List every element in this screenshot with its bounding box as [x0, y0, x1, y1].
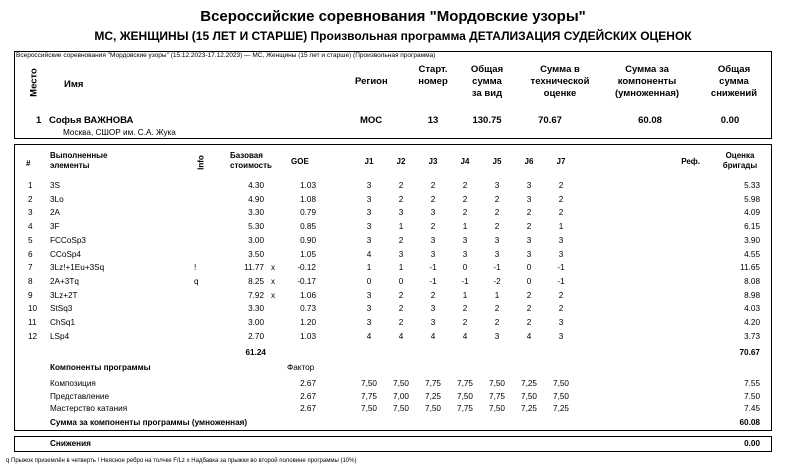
component-judge-score: 7,50	[489, 404, 505, 413]
element-judge-score: 3	[558, 318, 564, 327]
tes-total: 70.67	[739, 348, 760, 357]
skater-region: МОС	[360, 115, 383, 126]
element-judge-score: 3	[398, 208, 404, 217]
pcs-header-1: Сумма за	[625, 64, 669, 75]
element-judge-score: 3	[430, 318, 436, 327]
name-header: Имя	[64, 79, 84, 90]
judge-header-6: J6	[524, 157, 534, 166]
element-judge-score: 1	[494, 291, 500, 300]
skater-tes: 70.67	[538, 115, 562, 126]
element-panel-score: 3.90	[744, 236, 760, 245]
element-judge-score: 3	[494, 332, 500, 341]
component-judge-score: 7,50	[393, 379, 409, 388]
element-goe: 1.06	[300, 291, 316, 300]
element-judge-score: 3	[366, 222, 372, 231]
element-judge-score: 0	[398, 277, 404, 286]
element-judge-score: 2	[526, 318, 532, 327]
component-judge-score: 7,50	[425, 404, 441, 413]
element-judge-score: 3	[494, 181, 500, 190]
component-judge-score: 7,25	[425, 392, 441, 401]
judge-header-7: J7	[556, 157, 566, 166]
element-base: 3.50	[248, 250, 264, 259]
element-judge-score: 3	[430, 250, 436, 259]
judge-header-4: J4	[460, 157, 470, 166]
element-judge-score: 1	[366, 263, 372, 272]
element-judge-score: 2	[462, 304, 468, 313]
element-judge-score: 3	[462, 236, 468, 245]
element-panel-score: 4.03	[744, 304, 760, 313]
element-base: 4.30	[248, 181, 264, 190]
element-judge-score: 0	[462, 263, 468, 272]
factor-header: Фактор	[287, 363, 315, 372]
total-header-3: за вид	[471, 88, 503, 99]
element-judge-score: 3	[494, 236, 500, 245]
element-code: FCCoSp3	[50, 236, 86, 245]
element-judge-score: 1	[398, 222, 404, 231]
component-judge-score: 7,50	[457, 392, 473, 401]
component-judge-score: 7,25	[521, 404, 537, 413]
element-base: 2.70	[248, 332, 264, 341]
element-judge-score: 3	[430, 304, 436, 313]
element-judge-score: 2	[558, 291, 564, 300]
elements-header-2: элементы	[50, 161, 90, 170]
element-judge-score: 2	[430, 195, 436, 204]
element-code: 3F	[50, 222, 60, 231]
component-score: 7.45	[744, 404, 760, 413]
element-judge-score: 1	[462, 222, 468, 231]
base-header-2: стоимость	[230, 161, 272, 170]
element-judge-score: 1	[398, 263, 404, 272]
element-judge-score: -1	[429, 263, 437, 272]
place-header: Место	[28, 68, 40, 97]
element-judge-score: 2	[398, 181, 404, 190]
component-judge-score: 7,25	[521, 379, 537, 388]
footnote-legend: q Прыжок приземлён в четверть ! Неясное ребро на толчке F/Lz x Надбавка за прыжки во второй половине программы (10%)	[6, 458, 357, 464]
element-base: 11.77	[244, 263, 264, 272]
skater-club: Москва, СШОР им. С.А. Жука	[63, 128, 176, 137]
element-goe: 0.79	[300, 208, 316, 217]
ref-header: Реф.	[681, 157, 700, 166]
info-header: Info	[196, 155, 206, 170]
total-header-2: сумма	[472, 76, 502, 87]
element-panel-score: 5.33	[744, 181, 760, 190]
tes-header-3: оценке	[543, 88, 577, 99]
skater-pcs: 60.08	[638, 115, 662, 126]
element-judge-score: 2	[526, 304, 532, 313]
element-judge-score: 3	[366, 181, 372, 190]
element-goe: 0.73	[300, 304, 316, 313]
base-total: 61.24	[245, 348, 266, 357]
base-header-1: Базовая	[230, 151, 263, 160]
component-factor: 2.67	[300, 404, 316, 413]
element-judge-score: -1	[557, 263, 565, 272]
element-base: 3.30	[248, 304, 264, 313]
element-judge-score: 0	[526, 263, 532, 272]
goe-header: GOE	[291, 157, 309, 166]
element-panel-score: 6.15	[744, 222, 760, 231]
deductions-label: Снижения	[50, 439, 91, 448]
element-judge-score: 0	[366, 277, 372, 286]
element-judge-score: 2	[398, 195, 404, 204]
element-judge-score: -1	[429, 277, 437, 286]
element-panel-score: 4.55	[744, 250, 760, 259]
start-header-2: номер	[418, 76, 448, 87]
element-base: 5.30	[248, 222, 264, 231]
component-judge-score: 7,50	[553, 392, 569, 401]
element-judge-score: 2	[398, 291, 404, 300]
element-base: 4.90	[248, 195, 264, 204]
element-judge-score: 4	[398, 332, 404, 341]
component-judge-score: 7,50	[521, 392, 537, 401]
breadcrumb: Всероссийские соревнования "Мордовские узоры" (15.12.2023-17.12.2023) — МС, Женщины (15 лет и старше) (Произвольная программа)	[16, 52, 436, 59]
element-judge-score: 2	[558, 195, 564, 204]
element-judge-score: 2	[462, 208, 468, 217]
element-code: 3S	[50, 181, 61, 190]
element-num: 3	[28, 208, 33, 217]
element-judge-score: 2	[398, 304, 404, 313]
component-judge-score: 7,75	[457, 404, 473, 413]
pcs-header-3: (умноженная)	[614, 88, 680, 99]
element-bonus-mark: x	[271, 277, 276, 286]
element-judge-score: 3	[558, 332, 564, 341]
element-judge-score: -1	[461, 277, 469, 286]
element-judge-score: 3	[366, 291, 372, 300]
component-name: Мастерство катания	[50, 404, 128, 413]
element-code: 2A	[50, 208, 61, 217]
element-code: StSq3	[50, 304, 73, 313]
element-goe: 0.85	[300, 222, 316, 231]
element-judge-score: 4	[430, 332, 436, 341]
element-panel-score: 8.08	[744, 277, 760, 286]
element-num: 6	[28, 250, 33, 259]
element-judge-score: 3	[366, 318, 372, 327]
element-judge-score: 3	[494, 250, 500, 259]
element-judge-score: 2	[462, 318, 468, 327]
component-judge-score: 7,75	[361, 392, 377, 401]
ded-header-1: Общая	[717, 64, 751, 75]
total-header-1: Общая	[470, 64, 504, 75]
element-judge-score: 2	[398, 318, 404, 327]
element-code: CCoSp4	[50, 250, 81, 259]
element-judge-score: 2	[494, 304, 500, 313]
element-goe: 1.08	[300, 195, 316, 204]
element-num: 4	[28, 222, 33, 231]
element-judge-score: 2	[494, 222, 500, 231]
element-judge-score: 3	[558, 236, 564, 245]
element-code: 3Lo	[50, 195, 64, 204]
component-factor: 2.67	[300, 392, 316, 401]
element-judge-score: 2	[398, 236, 404, 245]
element-base: 3.00	[248, 236, 264, 245]
skater-deductions: 0.00	[720, 115, 740, 126]
component-judge-score: 7,75	[425, 379, 441, 388]
element-judge-score: 2	[526, 222, 532, 231]
component-score: 7.50	[744, 392, 760, 401]
element-judge-score: 3	[526, 236, 532, 245]
ded-header-3: снижений	[710, 88, 758, 99]
element-info: !	[194, 263, 197, 272]
element-num: 2	[28, 195, 33, 204]
element-panel-score: 11.65	[740, 263, 760, 272]
element-num: 11	[28, 318, 37, 327]
element-judge-score: 0	[526, 277, 532, 286]
components-header: Компоненты программы	[50, 363, 151, 372]
element-judge-score: 2	[558, 181, 564, 190]
element-judge-score: 3	[398, 250, 404, 259]
element-panel-score: 3.73	[744, 332, 760, 341]
judge-header-1: J1	[364, 157, 374, 166]
element-judge-score: 2	[494, 318, 500, 327]
element-goe: 1.03	[300, 332, 316, 341]
element-base: 3.00	[248, 318, 264, 327]
element-judge-score: 3	[430, 236, 436, 245]
element-judge-score: 1	[462, 291, 468, 300]
page-title: Всероссийские соревнования "Мордовские узоры"	[200, 8, 586, 25]
element-code: 3Lz!+1Eu+3Sq	[50, 263, 105, 272]
component-judge-score: 7,75	[457, 379, 473, 388]
element-base: 7.92	[248, 291, 264, 300]
element-num: 8	[28, 277, 33, 286]
skater-place: 1	[36, 115, 42, 126]
element-num: 7	[28, 263, 33, 272]
component-name: Представление	[50, 392, 110, 401]
element-num: 10	[28, 304, 38, 313]
region-header: Регион	[355, 76, 388, 87]
element-code: 3Lz+2T	[50, 291, 78, 300]
element-goe: -0.12	[297, 263, 316, 272]
component-judge-score: 7,50	[361, 379, 377, 388]
elements-header-1: Выполненные	[50, 151, 108, 160]
skater-name: Софья ВАЖНОВА	[49, 115, 134, 126]
element-goe: -0.17	[297, 277, 316, 286]
skater-start-no: 13	[427, 115, 439, 126]
element-code: 2A+3Tq	[50, 277, 79, 286]
deductions-panel	[14, 436, 772, 452]
element-judge-score: 2	[558, 304, 564, 313]
element-judge-score: 3	[366, 195, 372, 204]
element-judge-score: -2	[493, 277, 501, 286]
tes-header-1: Сумма в	[540, 64, 580, 75]
tes-header-2: технической	[530, 76, 590, 87]
element-judge-score: 4	[366, 250, 372, 259]
element-code: ChSq1	[50, 318, 76, 327]
judge-header-2: J2	[396, 157, 406, 166]
element-goe: 1.03	[300, 181, 316, 190]
component-judge-score: 7,25	[553, 404, 569, 413]
component-judge-score: 7,00	[393, 392, 409, 401]
element-num: 5	[28, 236, 33, 245]
element-base: 8.25	[248, 277, 264, 286]
element-judge-score: 3	[462, 250, 468, 259]
element-judge-score: 2	[462, 195, 468, 204]
element-judge-score: 1	[558, 222, 564, 231]
score-header-1: Оценка	[725, 151, 755, 160]
element-panel-score: 8.98	[744, 291, 760, 300]
skater-total: 130.75	[472, 115, 502, 126]
element-goe: 1.05	[300, 250, 316, 259]
pcs-header-2: компоненты	[617, 76, 677, 87]
element-judge-score: 2	[494, 195, 500, 204]
element-judge-score: 4	[526, 332, 532, 341]
element-num: 1	[28, 181, 33, 190]
component-judge-score: 7,50	[553, 379, 569, 388]
components-sum-value: 60.08	[739, 418, 760, 427]
element-judge-score: 4	[366, 332, 372, 341]
element-code: LSp4	[50, 332, 70, 341]
component-judge-score: 7,50	[361, 404, 377, 413]
element-goe: 1.20	[300, 318, 316, 327]
element-judge-score: 3	[366, 304, 372, 313]
element-info: q	[194, 277, 199, 286]
element-judge-score: 3	[526, 250, 532, 259]
element-judge-score: 3	[430, 208, 436, 217]
deductions-value: 0.00	[744, 439, 760, 448]
element-judge-score: -1	[557, 277, 565, 286]
element-judge-score: 3	[526, 181, 532, 190]
element-judge-score: 2	[526, 291, 532, 300]
components-sum-label: Сумма за компоненты программы (умноженная)	[50, 418, 248, 427]
judge-header-3: J3	[428, 157, 438, 166]
element-judge-score: 2	[430, 291, 436, 300]
element-judge-score: 2	[462, 181, 468, 190]
element-judge-score: 4	[462, 332, 468, 341]
element-judge-score: 3	[558, 250, 564, 259]
element-judge-score: 2	[526, 208, 532, 217]
element-panel-score: 4.09	[744, 208, 760, 217]
element-bonus-mark: x	[271, 263, 276, 272]
element-judge-score: 3	[526, 195, 532, 204]
element-panel-score: 5.98	[744, 195, 760, 204]
start-header-1: Старт.	[418, 64, 448, 75]
ded-header-2: сумма	[719, 76, 749, 87]
element-num: 12	[28, 332, 38, 341]
element-judge-score: 2	[430, 181, 436, 190]
element-judge-score: -1	[493, 263, 501, 272]
score-header-2: бригады	[722, 161, 758, 170]
page-subtitle: МС, ЖЕНЩИНЫ (15 ЛЕТ И СТАРШЕ) Произвольная программа ДЕТАЛИЗАЦИЯ СУДЕЙСКИХ ОЦЕНОК	[94, 29, 692, 43]
component-judge-score: 7,75	[489, 392, 505, 401]
element-panel-score: 4.20	[744, 318, 760, 327]
component-judge-score: 7,50	[393, 404, 409, 413]
component-score: 7.55	[744, 379, 760, 388]
judge-header-5: J5	[492, 157, 502, 166]
element-num: 9	[28, 291, 33, 300]
element-judge-score: 2	[430, 222, 436, 231]
element-base: 3.30	[248, 208, 264, 217]
num-header: #	[26, 159, 31, 168]
element-bonus-mark: x	[271, 291, 276, 300]
element-judge-score: 3	[366, 236, 372, 245]
element-judge-score: 3	[366, 208, 372, 217]
component-name: Композиция	[50, 379, 96, 388]
element-goe: 0.90	[300, 236, 316, 245]
component-judge-score: 7,50	[489, 379, 505, 388]
element-judge-score: 2	[558, 208, 564, 217]
component-factor: 2.67	[300, 379, 316, 388]
element-judge-score: 2	[494, 208, 500, 217]
